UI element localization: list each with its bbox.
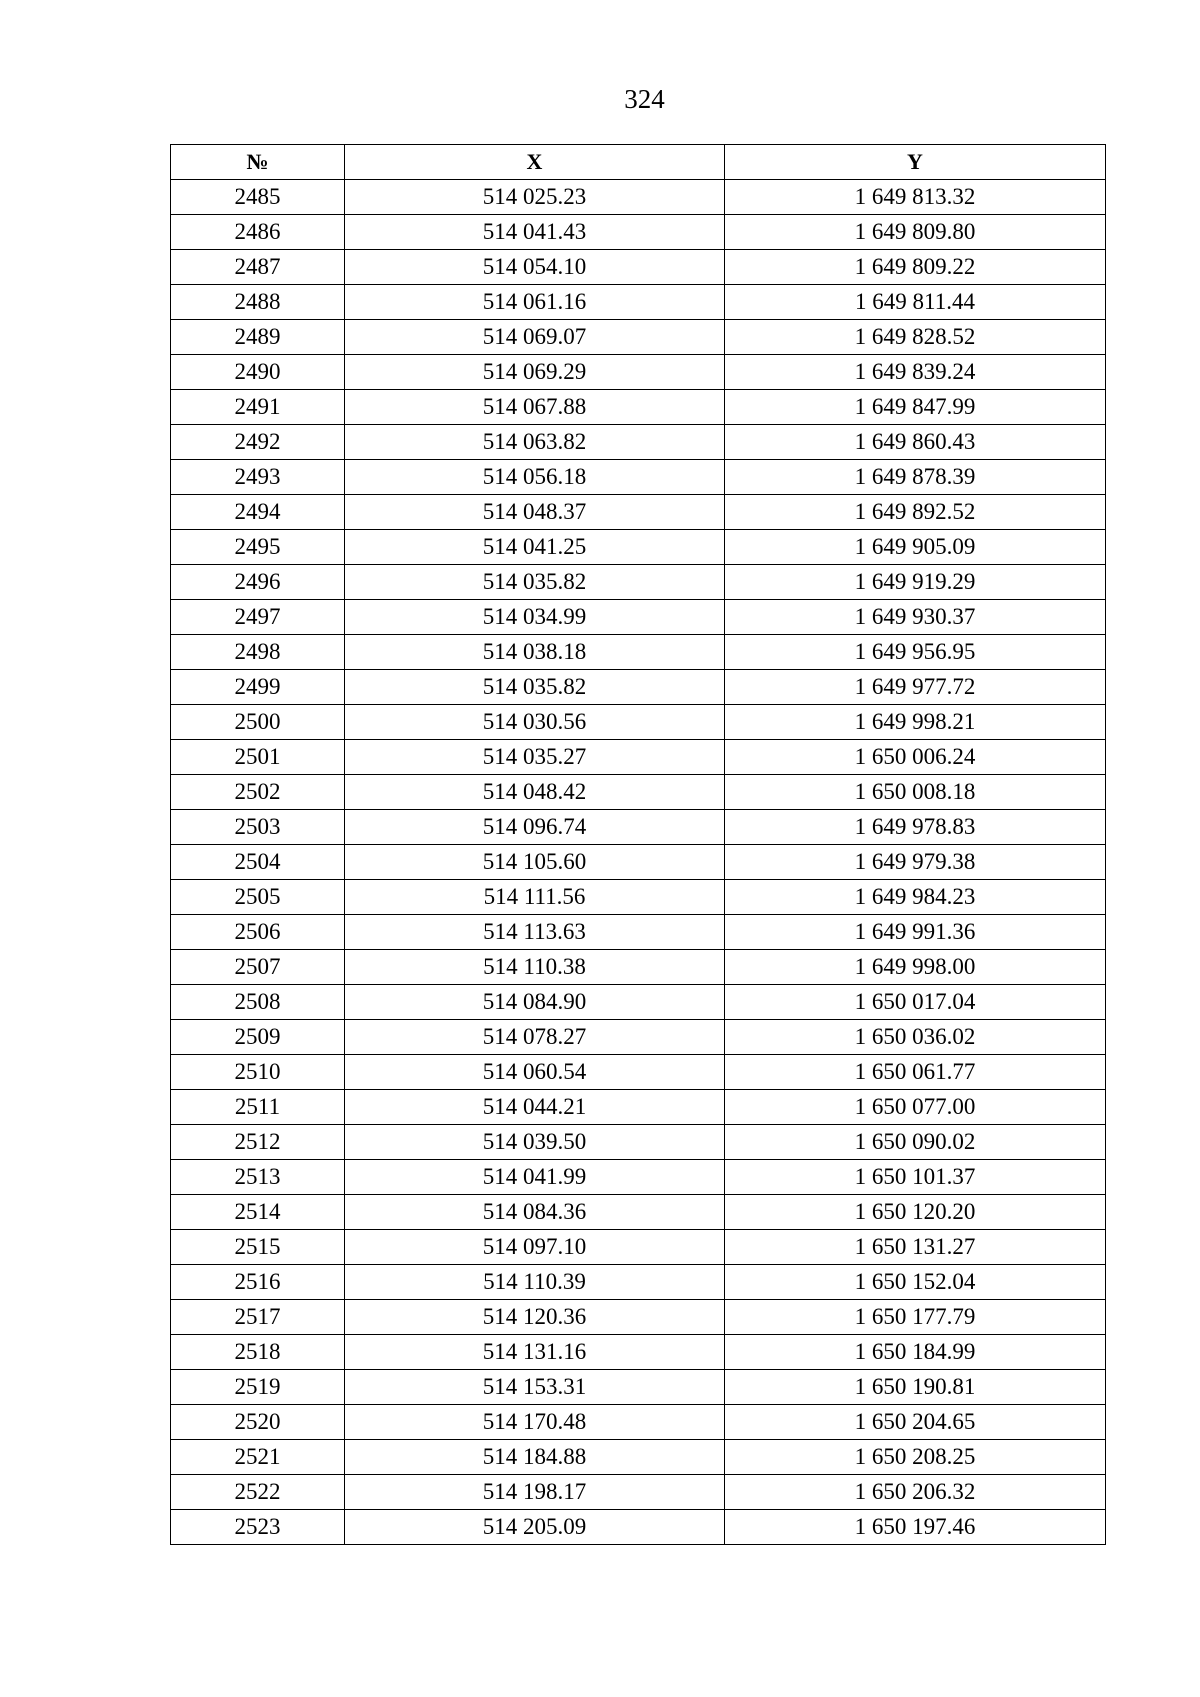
cell-y: 1 649 998.21 (725, 705, 1106, 740)
cell-number: 2498 (171, 635, 345, 670)
cell-y: 1 650 184.99 (725, 1335, 1106, 1370)
cell-y: 1 650 101.37 (725, 1160, 1106, 1195)
cell-y: 1 650 090.02 (725, 1125, 1106, 1160)
cell-number: 2489 (171, 320, 345, 355)
cell-y: 1 650 152.04 (725, 1265, 1106, 1300)
table-row (171, 530, 1106, 565)
table-row (171, 775, 1106, 810)
cell-x: 514 097.10 (345, 1230, 725, 1265)
coordinates-table (170, 144, 1106, 1545)
cell-y: 1 649 919.29 (725, 565, 1106, 600)
cell-x: 514 067.88 (345, 390, 725, 425)
cell-x: 514 054.10 (345, 250, 725, 285)
cell-y: 1 650 190.81 (725, 1370, 1106, 1405)
cell-number: 2493 (171, 460, 345, 495)
table-row (171, 1405, 1106, 1440)
cell-y: 1 650 204.65 (725, 1405, 1106, 1440)
cell-y: 1 649 905.09 (725, 530, 1106, 565)
table-row (171, 1055, 1106, 1090)
cell-y: 1 649 991.36 (725, 915, 1106, 950)
table-row (171, 1090, 1106, 1125)
table-row (171, 1370, 1106, 1405)
cell-y: 1 649 984.23 (725, 880, 1106, 915)
cell-y: 1 650 206.32 (725, 1475, 1106, 1510)
cell-number: 2501 (171, 740, 345, 775)
table-row (171, 1475, 1106, 1510)
cell-x: 514 048.37 (345, 495, 725, 530)
cell-x: 514 120.36 (345, 1300, 725, 1335)
table-header (171, 145, 1106, 180)
cell-x: 514 110.38 (345, 950, 725, 985)
cell-number: 2512 (171, 1125, 345, 1160)
cell-y: 1 649 979.38 (725, 845, 1106, 880)
table-row (171, 1335, 1106, 1370)
cell-x: 514 039.50 (345, 1125, 725, 1160)
cell-y: 1 649 809.22 (725, 250, 1106, 285)
table-body (171, 180, 1106, 1545)
cell-y: 1 650 017.04 (725, 985, 1106, 1020)
cell-number: 2485 (171, 180, 345, 215)
cell-number: 2518 (171, 1335, 345, 1370)
cell-x: 514 030.56 (345, 705, 725, 740)
table-row (171, 915, 1106, 950)
cell-y: 1 649 892.52 (725, 495, 1106, 530)
cell-y: 1 650 177.79 (725, 1300, 1106, 1335)
cell-number: 2522 (171, 1475, 345, 1510)
cell-x: 514 056.18 (345, 460, 725, 495)
table-row (171, 1510, 1106, 1545)
cell-number: 2515 (171, 1230, 345, 1265)
cell-x: 514 110.39 (345, 1265, 725, 1300)
cell-x: 514 170.48 (345, 1405, 725, 1440)
cell-number: 2503 (171, 810, 345, 845)
table-row (171, 390, 1106, 425)
table-row (171, 1300, 1106, 1335)
cell-x: 514 113.63 (345, 915, 725, 950)
cell-x: 514 078.27 (345, 1020, 725, 1055)
cell-x: 514 105.60 (345, 845, 725, 880)
cell-number: 2509 (171, 1020, 345, 1055)
cell-number: 2497 (171, 600, 345, 635)
table-row (171, 1440, 1106, 1475)
cell-y: 1 649 978.83 (725, 810, 1106, 845)
table-row (171, 950, 1106, 985)
table-row (171, 600, 1106, 635)
cell-number: 2491 (171, 390, 345, 425)
cell-number: 2517 (171, 1300, 345, 1335)
header-y: Y (725, 145, 1106, 180)
cell-number: 2492 (171, 425, 345, 460)
table-row (171, 845, 1106, 880)
cell-number: 2513 (171, 1160, 345, 1195)
cell-x: 514 153.31 (345, 1370, 725, 1405)
cell-x: 514 038.18 (345, 635, 725, 670)
cell-y: 1 650 036.02 (725, 1020, 1106, 1055)
cell-y: 1 649 930.37 (725, 600, 1106, 635)
cell-x: 514 063.82 (345, 425, 725, 460)
cell-x: 514 035.27 (345, 740, 725, 775)
table-row (171, 635, 1106, 670)
cell-y: 1 649 878.39 (725, 460, 1106, 495)
cell-x: 514 096.74 (345, 810, 725, 845)
cell-x: 514 069.07 (345, 320, 725, 355)
cell-number: 2523 (171, 1510, 345, 1545)
table-row (171, 1195, 1106, 1230)
cell-x: 514 069.29 (345, 355, 725, 390)
table-row (171, 1160, 1106, 1195)
cell-x: 514 041.25 (345, 530, 725, 565)
cell-x: 514 198.17 (345, 1475, 725, 1510)
cell-number: 2504 (171, 845, 345, 880)
cell-x: 514 035.82 (345, 670, 725, 705)
cell-x: 514 035.82 (345, 565, 725, 600)
table-row (171, 425, 1106, 460)
cell-y: 1 650 061.77 (725, 1055, 1106, 1090)
table-row (171, 215, 1106, 250)
table-row (171, 495, 1106, 530)
cell-y: 1 649 839.24 (725, 355, 1106, 390)
cell-y: 1 650 208.25 (725, 1440, 1106, 1475)
cell-y: 1 650 077.00 (725, 1090, 1106, 1125)
cell-number: 2502 (171, 775, 345, 810)
table-row (171, 670, 1106, 705)
table-row (171, 1265, 1106, 1300)
cell-x: 514 111.56 (345, 880, 725, 915)
table-row (171, 355, 1106, 390)
table-row (171, 285, 1106, 320)
cell-y: 1 649 977.72 (725, 670, 1106, 705)
cell-x: 514 184.88 (345, 1440, 725, 1475)
table-row (171, 880, 1106, 915)
cell-number: 2508 (171, 985, 345, 1020)
table-row (171, 705, 1106, 740)
cell-x: 514 084.90 (345, 985, 725, 1020)
cell-number: 2514 (171, 1195, 345, 1230)
cell-y: 1 650 197.46 (725, 1510, 1106, 1545)
cell-number: 2519 (171, 1370, 345, 1405)
cell-number: 2511 (171, 1090, 345, 1125)
table-row (171, 985, 1106, 1020)
cell-y: 1 649 809.80 (725, 215, 1106, 250)
table-row (171, 1230, 1106, 1265)
cell-y: 1 650 131.27 (725, 1230, 1106, 1265)
cell-number: 2521 (171, 1440, 345, 1475)
cell-y: 1 649 813.32 (725, 180, 1106, 215)
cell-x: 514 041.43 (345, 215, 725, 250)
cell-x: 514 205.09 (345, 1510, 725, 1545)
table-row (171, 565, 1106, 600)
cell-y: 1 649 847.99 (725, 390, 1106, 425)
cell-y: 1 649 828.52 (725, 320, 1106, 355)
cell-number: 2490 (171, 355, 345, 390)
cell-x: 514 041.99 (345, 1160, 725, 1195)
cell-number: 2499 (171, 670, 345, 705)
table-row (171, 180, 1106, 215)
cell-number: 2510 (171, 1055, 345, 1090)
cell-y: 1 650 006.24 (725, 740, 1106, 775)
table-row (171, 740, 1106, 775)
cell-number: 2488 (171, 285, 345, 320)
cell-number: 2507 (171, 950, 345, 985)
cell-number: 2496 (171, 565, 345, 600)
cell-x: 514 044.21 (345, 1090, 725, 1125)
cell-number: 2500 (171, 705, 345, 740)
cell-number: 2516 (171, 1265, 345, 1300)
table-row (171, 1125, 1106, 1160)
cell-y: 1 649 811.44 (725, 285, 1106, 320)
cell-x: 514 084.36 (345, 1195, 725, 1230)
table-row (171, 250, 1106, 285)
cell-x: 514 048.42 (345, 775, 725, 810)
cell-x: 514 061.16 (345, 285, 725, 320)
table-row (171, 810, 1106, 845)
cell-y: 1 649 860.43 (725, 425, 1106, 460)
cell-number: 2520 (171, 1405, 345, 1440)
cell-x: 514 060.54 (345, 1055, 725, 1090)
cell-number: 2486 (171, 215, 345, 250)
cell-y: 1 650 120.20 (725, 1195, 1106, 1230)
table-row (171, 460, 1106, 495)
cell-number: 2494 (171, 495, 345, 530)
cell-x: 514 034.99 (345, 600, 725, 635)
cell-number: 2487 (171, 250, 345, 285)
cell-x: 514 025.23 (345, 180, 725, 215)
header-number: № (171, 145, 345, 180)
cell-y: 1 650 008.18 (725, 775, 1106, 810)
cell-x: 514 131.16 (345, 1335, 725, 1370)
cell-number: 2505 (171, 880, 345, 915)
header-row (171, 145, 1106, 180)
page-number: 324 (624, 84, 665, 114)
table-row (171, 320, 1106, 355)
header-x: X (345, 145, 725, 180)
cell-y: 1 649 998.00 (725, 950, 1106, 985)
cell-y: 1 649 956.95 (725, 635, 1106, 670)
cell-number: 2506 (171, 915, 345, 950)
cell-number: 2495 (171, 530, 345, 565)
table-row (171, 1020, 1106, 1055)
